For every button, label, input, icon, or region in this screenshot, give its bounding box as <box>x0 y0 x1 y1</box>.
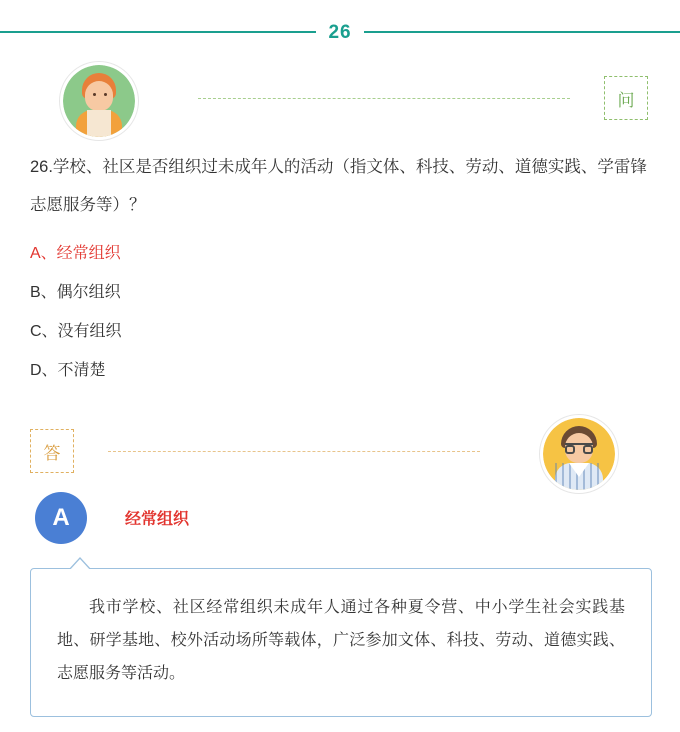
option-a[interactable]: A、经常组织 <box>30 245 121 262</box>
student-avatar-inner <box>63 65 135 137</box>
answer-letter-badge: A <box>35 492 87 544</box>
callout-pointer-inner <box>69 559 91 571</box>
student-eye-left <box>93 93 96 96</box>
answer-callout <box>30 568 652 717</box>
answer-badge: 答 <box>30 429 74 473</box>
answer-header <box>30 415 618 491</box>
answer-divider <box>108 451 480 452</box>
option-b[interactable]: B、偶尔组织 <box>30 284 121 301</box>
answer-title: 经常组织 <box>125 511 190 528</box>
teacher-avatar-inner <box>543 418 615 490</box>
rule-line-left <box>0 31 316 33</box>
rule-line-right <box>364 31 680 33</box>
option-d[interactable]: D、不清楚 <box>30 362 106 379</box>
student-eye-right <box>104 93 107 96</box>
answer-paragraph: 我市学校、社区经常组织未成年人通过各种夏令营、中小学生社会实践基地、研学基地、校外活动场所等载体，广泛参加文体、科技、劳动、道德实践、志愿服务等活动。 <box>57 599 625 682</box>
question-header <box>60 62 648 138</box>
question-block <box>30 148 655 390</box>
options-list <box>30 234 655 390</box>
page-number: 26 <box>328 21 352 43</box>
student-avatar <box>60 62 138 140</box>
ask-badge: 问 <box>604 76 648 120</box>
teacher-avatar <box>540 415 618 493</box>
question-text: 26.学校、社区是否组织过未成年人的活动（指文体、科技、劳动、道德实践、学雷锋志愿服务等）？ <box>30 158 647 214</box>
glasses-icon <box>565 443 593 452</box>
option-c[interactable]: C、没有组织 <box>30 323 122 340</box>
student-shirt-shape <box>87 110 111 137</box>
answer-summary <box>30 492 650 554</box>
student-face-shape <box>85 81 113 111</box>
question-divider <box>198 98 570 99</box>
page-number-bar <box>0 20 680 44</box>
